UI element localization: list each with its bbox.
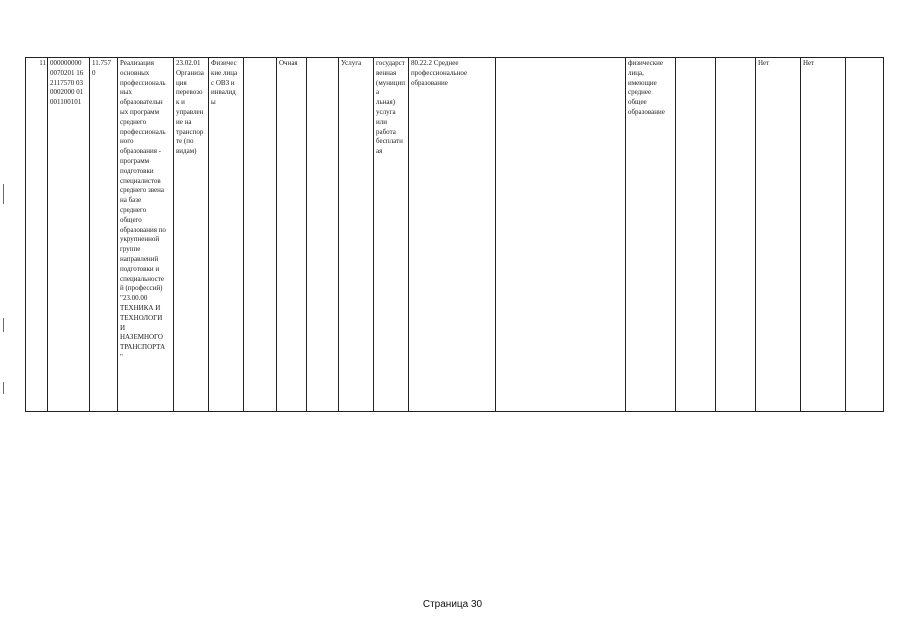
consumers-cell: [626, 58, 676, 412]
kind-cell: [339, 58, 374, 412]
row-number-cell: [26, 58, 48, 412]
empty-cell: [846, 58, 884, 412]
specialty: 23.02.01 Организа ция перевозо к и управлен ие на транспор те (по видам): [176, 59, 204, 156]
registry-code: 000000000 0070201 16 2117570 03 0002000 01 001100101: [50, 59, 84, 107]
flag2-cell: [801, 58, 846, 412]
row-number: 11: [39, 59, 46, 67]
kind: Услуга: [341, 59, 362, 67]
flag2: Нет: [803, 59, 815, 67]
service-name: Реализация основных профессиональ ных образовательн ых программ среднего профессиональ ного образования - программ подготовки специалистов среднего звена на базе среднего общего образования по укрупненной группе направлений подготовки и специальносте й (профессий) "23.00.00 ТЕХНИКА И ТЕХНОЛОГИ И НАЗЕМНОГО ТРАНСПОРТА ": [120, 59, 166, 361]
education-form: Очная: [279, 59, 298, 67]
registry-table: [25, 57, 884, 412]
empty-cell: [716, 58, 756, 412]
empty-cell: [496, 58, 626, 412]
recipients-cell: [209, 58, 244, 412]
empty-cell: [244, 58, 277, 412]
code2-cell: [90, 58, 118, 412]
service-name-cell: [118, 58, 174, 412]
service-type: государст венная (муниципа льная) услуга или работа бесплатн ая: [376, 59, 405, 156]
code2: 11.757 0: [92, 59, 111, 77]
scan-edge-mark: [3, 382, 4, 394]
form-cell: [277, 58, 307, 412]
table-row: [26, 58, 884, 412]
recipients: Физичес кие лица с ОВЗ и инвалид ы: [211, 59, 238, 107]
okved-cell: [409, 58, 496, 412]
specialty-cell: [174, 58, 209, 412]
flag1-cell: [756, 58, 801, 412]
empty-cell: [676, 58, 716, 412]
registry-code-cell: [48, 58, 90, 412]
empty-cell: [307, 58, 339, 412]
flag1: Нет: [758, 59, 770, 67]
scan-edge-mark: [3, 184, 4, 204]
scan-edge-mark: [3, 318, 4, 332]
consumers: физические лица, имеющие среднее общее образование: [628, 59, 665, 116]
page-number: Страница 30: [422, 599, 483, 610]
okved: 80.22.2 Среднее профессиональное образование: [411, 59, 468, 87]
service-type-cell: [374, 58, 409, 412]
